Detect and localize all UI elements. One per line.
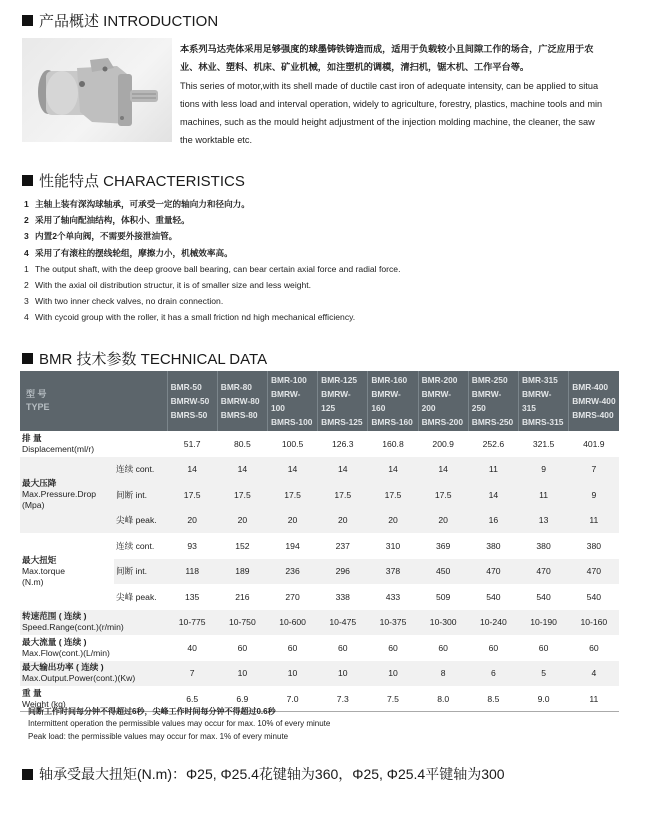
table-cell: 310 bbox=[385, 540, 401, 551]
table-cell: 8.5 bbox=[468, 686, 518, 712]
table-cell: 540 bbox=[536, 591, 551, 602]
row-label-en: Max.torque bbox=[22, 565, 65, 576]
bearing-torque-title: 轴承受最大扭矩(N.m)：Φ25, Φ25.4花键轴为360，Φ25, Φ25.4平键轴为300 bbox=[22, 764, 505, 784]
table-cell: 11 bbox=[518, 482, 568, 508]
table-cell: 378 bbox=[368, 559, 418, 585]
table-cell: 17.5 bbox=[318, 482, 368, 508]
table-cell: 60 bbox=[337, 642, 348, 653]
table-cell: 470 bbox=[468, 559, 518, 585]
table-cell: 194 bbox=[285, 540, 300, 551]
square-bullet-icon bbox=[22, 769, 33, 780]
row-label-en: (Mpa) bbox=[22, 500, 45, 511]
table-cell: 236 bbox=[267, 559, 317, 585]
square-bullet-icon bbox=[22, 175, 33, 186]
table-row bbox=[20, 635, 619, 661]
characteristic-item: 1 主轴上装有深沟球轴承，可承受一定的轴向力和径向力。 bbox=[24, 199, 250, 209]
hydraulic-motor-image bbox=[22, 38, 172, 142]
row-label-cn: 最大扭矩 bbox=[22, 554, 57, 565]
note-peak: Peak load: the permissible values may occur for max. 1% of every minute bbox=[28, 731, 289, 741]
model-header: BMR-50 BMRW-50 BMRS-50 bbox=[167, 371, 217, 431]
model-header: BMR-200 BMRW-200 BMRS-200 bbox=[418, 371, 468, 431]
characteristic-item: 2 采用了轴向配油结构，体积小、重量轻。 bbox=[24, 215, 190, 226]
row-sublabel: 间断 int. bbox=[114, 482, 167, 508]
table-cell: 10-190 bbox=[518, 610, 568, 636]
table-cell: 10-775 bbox=[167, 610, 217, 636]
table-row bbox=[20, 661, 619, 687]
technical-data-table bbox=[20, 371, 619, 712]
table-cell: 8 bbox=[418, 661, 468, 687]
model-header: BMR-100 BMRW-100 BMRS-100 bbox=[267, 371, 317, 431]
table-cell: 13 bbox=[518, 508, 568, 534]
model-header: BMR-80 BMRW-80 BMRS-80 bbox=[217, 371, 267, 431]
row-label-cn: 最大流量 ( 连续 ) bbox=[22, 636, 87, 647]
table-row bbox=[20, 533, 619, 559]
table-cell: 7.0 bbox=[267, 686, 317, 712]
row-label-en: Max.Output.Power(cont.)(Kw) bbox=[22, 673, 136, 684]
table-cell: 60 bbox=[488, 642, 499, 653]
table-cell: 14 bbox=[267, 457, 317, 483]
table-cell: 20 bbox=[167, 508, 217, 534]
table-cell: 20 bbox=[368, 508, 418, 534]
table-cell: 17.5 bbox=[418, 482, 468, 508]
characteristics-section-title: 性能特点 CHARACTERISTICS bbox=[22, 170, 245, 191]
table-cell: 17.5 bbox=[368, 482, 418, 508]
table-cell: 60 bbox=[538, 642, 549, 653]
table-cell: 6.5 bbox=[167, 686, 217, 712]
table-cell: 450 bbox=[418, 559, 468, 585]
characteristic-item: 4 采用了有滚柱的摆线轮组，摩擦力小，机械效率高。 bbox=[24, 247, 233, 258]
table-cell: 10-300 bbox=[418, 610, 468, 636]
type-header: 型 号 TYPE bbox=[20, 371, 167, 431]
table-cell: 6.9 bbox=[217, 686, 267, 712]
characteristic-item: 4 With cycoid group with the roller, it has a small friction nd high mechanical efficiency. bbox=[24, 312, 356, 323]
technical-data-section-title: BMR 技术参数 TECHNICAL DATA bbox=[22, 348, 267, 369]
intro-en-line: machines, such as the mould height adjustment of the injection molding machine, the cleaner, the saw bbox=[180, 117, 595, 128]
table-cell: 14 bbox=[318, 457, 368, 483]
characteristics-list bbox=[24, 196, 400, 326]
table-cell: 16 bbox=[468, 508, 518, 534]
row-sublabel: 尖峰 peak. bbox=[116, 591, 157, 602]
table-cell: 10-160 bbox=[569, 610, 619, 636]
table-header-row bbox=[20, 371, 619, 431]
table-cell: 14 bbox=[217, 457, 267, 483]
table-cell: 40 bbox=[187, 642, 197, 653]
model-header: BMR-315 BMRW-315 BMRS-315 bbox=[518, 371, 568, 431]
table-cell: 7.5 bbox=[368, 686, 418, 712]
table-cell: 60 bbox=[237, 642, 248, 653]
table-cell: 338 bbox=[335, 591, 350, 602]
table-cell: 5 bbox=[518, 661, 568, 687]
table-cell: 10 bbox=[217, 661, 267, 687]
table-cell: 540 bbox=[586, 591, 602, 602]
table-cell: 14 bbox=[167, 457, 217, 483]
table-cell: 60 bbox=[438, 642, 448, 653]
table-cell: 200.9 bbox=[432, 438, 454, 449]
table-cell: 380 bbox=[536, 540, 551, 551]
table-cell: 380 bbox=[486, 540, 501, 551]
square-bullet-icon bbox=[22, 353, 33, 364]
table-cell: 17.5 bbox=[167, 482, 217, 508]
table-cell: 20 bbox=[267, 508, 317, 534]
table-cell: 189 bbox=[217, 559, 267, 585]
table-cell: 126.3 bbox=[332, 438, 354, 449]
table-cell: 60 bbox=[589, 642, 599, 653]
row-label-en: Max.Pressure.Drop bbox=[22, 489, 97, 500]
table-cell: 14 bbox=[418, 457, 468, 483]
table-row bbox=[20, 431, 619, 457]
row-label-cn: 最大输出功率 ( 连续 ) bbox=[22, 662, 104, 673]
table-cell: 540 bbox=[486, 591, 501, 602]
characteristic-item: 1 The output shaft, with the deep groove ball bearing, can bear certain axial force and radial force. bbox=[24, 263, 401, 274]
table-cell: 17.5 bbox=[217, 482, 267, 508]
table-cell: 20 bbox=[318, 508, 368, 534]
table-cell: 17.5 bbox=[267, 482, 317, 508]
table-cell: 93 bbox=[187, 540, 197, 551]
intro-section-title: 产品概述 INTRODUCTION bbox=[22, 10, 218, 31]
intro-en-line: the worktable etc. bbox=[180, 135, 253, 146]
row-label-cn: 转速范围 ( 连续 ) bbox=[22, 611, 87, 622]
note-cn: 间断工作时间每分钟不得超过6秒，尖峰工作时间每分钟不得超过0.6秒 bbox=[28, 707, 276, 716]
row-label-en: (N.m) bbox=[22, 576, 44, 587]
table-cell: 433 bbox=[385, 591, 401, 602]
row-sublabel: 连续 cont. bbox=[116, 540, 155, 551]
row-label bbox=[20, 533, 114, 610]
note-intermittent: Intermittent operation the permissible values may occur for max. 10% of every minute bbox=[28, 719, 331, 729]
table-cell: 9.0 bbox=[518, 686, 568, 712]
characteristic-item: 3 With two inner check valves, no drain connection. bbox=[24, 296, 224, 307]
model-header: BMR-160 BMRW-160 BMRS-160 bbox=[368, 371, 418, 431]
table-cell: 160.8 bbox=[382, 438, 404, 449]
square-bullet-icon bbox=[22, 15, 33, 26]
row-sublabel: 连续 cont. bbox=[114, 457, 167, 483]
row-sublabel: 间断 int. bbox=[114, 559, 167, 585]
row-label bbox=[20, 431, 167, 457]
table-cell: 369 bbox=[436, 540, 451, 551]
table-cell: 118 bbox=[167, 559, 217, 585]
table-cell: 509 bbox=[436, 591, 451, 602]
table-cell: 100.5 bbox=[281, 438, 304, 449]
characteristic-item: 2 With the axial oil distribution structur, it is of smaller size and less weight. bbox=[24, 280, 312, 291]
table-cell: 270 bbox=[285, 591, 300, 602]
table-cell: 135 bbox=[184, 591, 200, 602]
intro-cn-line: 业、林业、塑料、机床、矿业机械，如注塑机的调模，清扫机，锯木机、工作平台等。 bbox=[180, 62, 530, 73]
table-cell: 10 bbox=[368, 661, 418, 687]
table-cell: 14 bbox=[368, 457, 418, 483]
model-header: BMR-400 BMRW-400 BMRS-400 bbox=[569, 371, 619, 431]
intro-en-line: tions with less load and interval operation, widely to agriculture, forestry, plastics, machine tools and min bbox=[180, 98, 603, 109]
row-label-en: Max.Flow(cont.)(L/min) bbox=[22, 647, 110, 658]
table-cell: 470 bbox=[518, 559, 568, 585]
table-cell: 7 bbox=[569, 457, 619, 483]
table-cell: 10 bbox=[318, 661, 368, 687]
row-label bbox=[20, 457, 114, 534]
row-label-en: Speed.Range(cont.)(r/min) bbox=[22, 622, 124, 633]
table-cell: 14 bbox=[468, 482, 518, 508]
table-cell: 20 bbox=[217, 508, 267, 534]
model-header: BMR-250 BMRW-250 BMRS-250 bbox=[468, 371, 518, 431]
row-label-en: Weight (kg) bbox=[22, 698, 66, 709]
table-cell: 10-750 bbox=[217, 610, 267, 636]
table-cell: 10-375 bbox=[368, 610, 418, 636]
table-row bbox=[20, 457, 619, 483]
table-cell: 9 bbox=[518, 457, 568, 483]
table-cell: 11 bbox=[569, 686, 619, 712]
table-cell: 380 bbox=[586, 540, 602, 551]
intro-cn-line: 本系列马达壳体采用足够强度的球墨铸铁铸造而成，适用于负载较小且间隙工作的场合，广泛应用于农 bbox=[180, 44, 594, 54]
table-row bbox=[20, 610, 619, 636]
row-label-cn: 排 量 bbox=[22, 432, 42, 443]
table-cell: 10 bbox=[267, 661, 317, 687]
table-cell: 9 bbox=[569, 482, 619, 508]
row-label bbox=[20, 661, 167, 687]
table-cell: 237 bbox=[335, 540, 350, 551]
table-cell: 20 bbox=[418, 508, 468, 534]
table-cell: 216 bbox=[235, 591, 250, 602]
intro-description bbox=[180, 40, 650, 150]
table-cell: 11 bbox=[569, 508, 619, 534]
table-cell: 51.7 bbox=[183, 438, 201, 449]
row-label-en: Displacement(ml/r) bbox=[22, 443, 95, 454]
table-cell: 6 bbox=[468, 661, 518, 687]
intro-en-line: This series of motor,with its shell made of ductile cast iron of adequate intensity, can be applied to situa bbox=[180, 80, 599, 91]
characteristic-item: 3 内置2个单向阀，不需要外接泄油管。 bbox=[24, 231, 178, 242]
operation-notes bbox=[28, 706, 330, 743]
table-cell: 11 bbox=[468, 457, 518, 483]
table-cell: 10-475 bbox=[318, 610, 368, 636]
table-cell: 4 bbox=[569, 661, 619, 687]
row-sublabel: 尖峰 peak. bbox=[114, 508, 167, 534]
table-cell: 321.5 bbox=[532, 438, 555, 449]
model-header: BMR-125 BMRW-125 BMRS-125 bbox=[318, 371, 368, 431]
row-label bbox=[20, 610, 167, 636]
row-label bbox=[20, 635, 167, 661]
table-cell: 7 bbox=[167, 661, 217, 687]
table-cell: 470 bbox=[569, 559, 619, 585]
table-cell: 296 bbox=[318, 559, 368, 585]
table-cell: 10-600 bbox=[267, 610, 317, 636]
row-label-cn: 最大压降 bbox=[22, 478, 57, 489]
table-cell: 60 bbox=[287, 642, 298, 653]
table-cell: 152 bbox=[235, 540, 250, 551]
table-cell: 401.9 bbox=[583, 438, 605, 449]
table-cell: 8.0 bbox=[418, 686, 468, 712]
table-cell: 80.5 bbox=[234, 438, 251, 449]
table-cell: 252.6 bbox=[482, 438, 505, 449]
row-label-cn: 重 量 bbox=[22, 687, 42, 698]
table-cell: 10-240 bbox=[468, 610, 518, 636]
table-cell: 60 bbox=[388, 642, 398, 653]
table-cell: 7.3 bbox=[318, 686, 368, 712]
